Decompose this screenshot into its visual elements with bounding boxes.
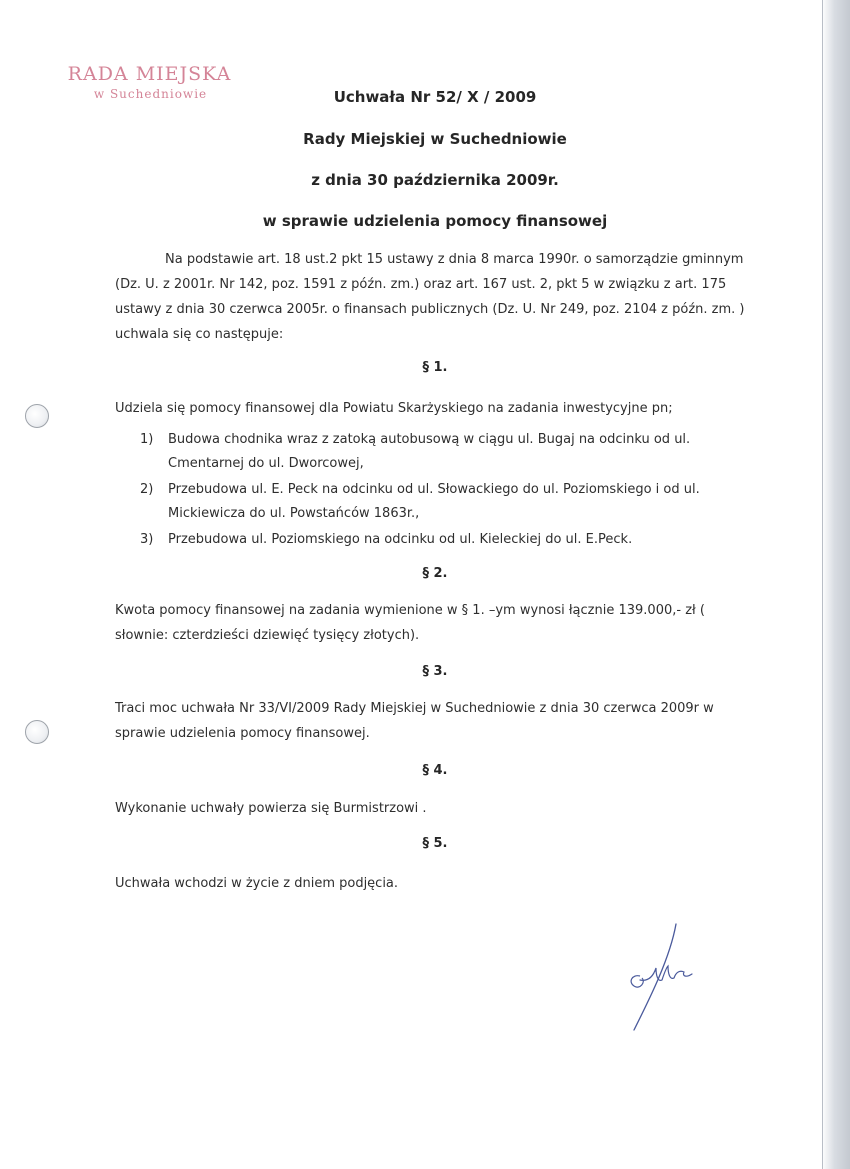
section-3-text: Traci moc uchwała Nr 33/VI/2009 Rady Miejskiej w Suchedniowie z dnia 30 czerwca 2009r w sprawie udzielenia pomocy finansowej. <box>115 701 714 741</box>
handwritten-signature <box>610 918 710 1038</box>
investment-task-list <box>140 428 740 554</box>
list-item <box>140 528 740 552</box>
resolution-subject: w sprawie udzielenia pomocy finansowej <box>262 212 608 230</box>
section-1-text: Udziela się pomocy finansowej dla Powiatu Skarżyskiego na zadania inwestycyjne pn; <box>115 401 673 416</box>
section-4-heading: § 4. <box>422 763 448 778</box>
punch-hole-top <box>25 404 49 428</box>
list-item-number: 1) <box>140 432 154 447</box>
section-2-heading: § 2. <box>422 566 448 581</box>
resolution-date: z dnia 30 października 2009r. <box>311 171 559 189</box>
list-item-number: 2) <box>140 482 154 497</box>
section-1-heading: § 1. <box>422 360 448 375</box>
section-5-heading: § 5. <box>422 836 448 851</box>
section-2-text: Kwota pomocy finansowej na zadania wymienione w § 1. –ym wynosi łącznie 139.000,- zł ( słownie: czterdzieści dziewięć tysięcy złotych). <box>115 603 705 643</box>
stamp-line-2: w Suchedniowie <box>93 87 208 101</box>
list-item-text: Przebudowa ul. E. Peck na odcinku od ul. Słowackiego do ul. Poziomskiego i od ul. Mickiewicza do ul. Powstańców 1863r., <box>168 482 700 521</box>
stamp-line-1: RADA MIEJSKA <box>67 63 232 85</box>
resolution-title: Uchwała Nr 52/ X / 2009 <box>333 88 537 106</box>
list-item <box>140 428 740 476</box>
section-5-text: Uchwała wchodzi w życie z dniem podjęcia. <box>115 876 399 891</box>
list-item <box>140 478 740 526</box>
list-item-text: Przebudowa ul. Poziomskiego na odcinku od ul. Kieleckiej do ul. E.Peck. <box>168 532 633 547</box>
resolution-issuer: Rady Miejskiej w Suchedniowie <box>303 130 567 148</box>
section-4-text: Wykonanie uchwały powierza się Burmistrzowi . <box>115 801 427 816</box>
page-edge-shadow <box>822 0 850 1169</box>
list-item-number: 3) <box>140 532 154 547</box>
preamble: Na podstawie art. 18 ust.2 pkt 15 ustawy z dnia 8 marca 1990r. o samorządzie gminnym (Dz. U. z 2001r. Nr 142, poz. 1591 z późn. zm.) oraz art. 167 ust. 2, pkt 5 w związku z art. 175 ustawy z dnia 30 czerwca 2005r. o finansach publicznych (Dz. U. Nr 249, poz. 2104 z późn. zm. ) uchwala się co następuje: <box>115 252 745 342</box>
page-edge-line <box>822 0 823 1169</box>
list-item-text: Budowa chodnika wraz z zatoką autobusową w ciągu ul. Bugaj na odcinku od ul. Cmentarnej do ul. Dworcowej, <box>168 432 691 471</box>
punch-hole-bottom <box>25 720 49 744</box>
section-3-heading: § 3. <box>422 664 448 679</box>
